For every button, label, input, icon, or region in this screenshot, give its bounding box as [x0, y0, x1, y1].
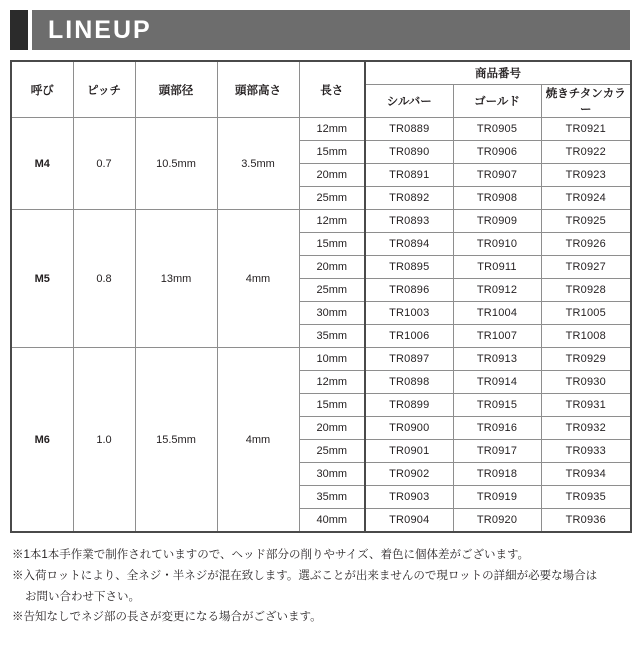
group-head-diameter-m6: 15.5mm	[135, 348, 217, 533]
table-row	[11, 348, 631, 371]
cell-code-burnt-titanium: TR0936	[541, 509, 631, 533]
cell-length: 10mm	[299, 348, 365, 371]
cell-code-gold: TR0912	[453, 279, 541, 302]
cell-code-gold: TR0911	[453, 256, 541, 279]
cell-code-burnt-titanium: TR0935	[541, 486, 631, 509]
cell-code-gold: TR0908	[453, 187, 541, 210]
cell-length: 20mm	[299, 417, 365, 440]
lineup-table-wrap	[10, 60, 630, 533]
cell-length: 25mm	[299, 440, 365, 463]
cell-code-silver: TR0897	[365, 348, 453, 371]
cell-code-gold: TR0917	[453, 440, 541, 463]
table-row	[11, 210, 631, 233]
cell-code-burnt-titanium: TR0934	[541, 463, 631, 486]
cell-code-gold: TR0906	[453, 141, 541, 164]
cell-code-gold: TR0920	[453, 509, 541, 533]
cell-length: 20mm	[299, 256, 365, 279]
cell-code-gold: TR1004	[453, 302, 541, 325]
cell-code-gold: TR0907	[453, 164, 541, 187]
cell-code-burnt-titanium: TR0933	[541, 440, 631, 463]
cell-code-gold: TR0905	[453, 118, 541, 141]
cell-length: 15mm	[299, 141, 365, 164]
cell-length: 12mm	[299, 210, 365, 233]
cell-code-burnt-titanium: TR0930	[541, 371, 631, 394]
cell-code-silver: TR0893	[365, 210, 453, 233]
col-header-name: 呼び	[11, 61, 73, 118]
cell-length: 15mm	[299, 233, 365, 256]
cell-code-silver: TR0902	[365, 463, 453, 486]
group-head-diameter-m5: 13mm	[135, 210, 217, 348]
col-header-pitch: ピッチ	[73, 61, 135, 118]
cell-length: 20mm	[299, 164, 365, 187]
cell-code-gold: TR0910	[453, 233, 541, 256]
cell-code-burnt-titanium: TR0927	[541, 256, 631, 279]
cell-code-silver: TR0891	[365, 164, 453, 187]
cell-length: 40mm	[299, 509, 365, 533]
col-header-burnt-titanium: 焼きチタンカラー	[541, 85, 631, 118]
page-title: LINEUP	[32, 10, 630, 50]
col-header-product-number: 商品番号	[365, 61, 631, 85]
cell-code-burnt-titanium: TR0926	[541, 233, 631, 256]
cell-length: 30mm	[299, 302, 365, 325]
col-header-gold: ゴールド	[453, 85, 541, 118]
cell-code-gold: TR0909	[453, 210, 541, 233]
cell-code-silver: TR1003	[365, 302, 453, 325]
cell-code-silver: TR0899	[365, 394, 453, 417]
col-header-length: 長さ	[299, 61, 365, 118]
col-header-silver: シルバー	[365, 85, 453, 118]
lineup-table-body	[11, 118, 631, 533]
cell-code-silver: TR0896	[365, 279, 453, 302]
footnote-3: ※告知なしでネジ部の長さが変更になる場合がございます。	[12, 611, 322, 624]
cell-code-burnt-titanium: TR0931	[541, 394, 631, 417]
group-pitch-m4: 0.7	[73, 118, 135, 210]
table-row	[11, 118, 631, 141]
cell-length: 30mm	[299, 463, 365, 486]
cell-code-burnt-titanium: TR0921	[541, 118, 631, 141]
cell-code-burnt-titanium: TR0928	[541, 279, 631, 302]
cell-code-silver: TR0890	[365, 141, 453, 164]
cell-length: 25mm	[299, 187, 365, 210]
footnote-2-continued: お問い合わせ下さい。	[25, 590, 140, 603]
group-name-m6: M6	[11, 348, 73, 533]
cell-length: 25mm	[299, 279, 365, 302]
cell-length: 35mm	[299, 325, 365, 348]
cell-length: 35mm	[299, 486, 365, 509]
group-pitch-m6: 1.0	[73, 348, 135, 533]
group-head-diameter-m4: 10.5mm	[135, 118, 217, 210]
cell-code-burnt-titanium: TR0923	[541, 164, 631, 187]
group-name-m5: M5	[11, 210, 73, 348]
footnote-1: ※1本1本手作業で制作されていますので、ヘッド部分の削りやサイズ、着色に個体差がございます。	[12, 549, 530, 561]
cell-code-gold: TR0916	[453, 417, 541, 440]
cell-code-burnt-titanium: TR0925	[541, 210, 631, 233]
cell-code-silver: TR0901	[365, 440, 453, 463]
cell-code-burnt-titanium: TR0929	[541, 348, 631, 371]
cell-code-burnt-titanium: TR1005	[541, 302, 631, 325]
footnotes	[12, 547, 628, 627]
cell-code-burnt-titanium: TR0922	[541, 141, 631, 164]
cell-code-burnt-titanium: TR1008	[541, 325, 631, 348]
cell-code-silver: TR0903	[365, 486, 453, 509]
footnote-2: ※入荷ロットにより、全ネジ・半ネジが混在致します。選ぶことが出来ませんので現ロットの詳細が必要な場合は	[12, 569, 598, 582]
cell-length: 15mm	[299, 394, 365, 417]
group-name-m4: M4	[11, 118, 73, 210]
cell-code-burnt-titanium: TR0924	[541, 187, 631, 210]
cell-code-gold: TR0919	[453, 486, 541, 509]
group-pitch-m5: 0.8	[73, 210, 135, 348]
cell-code-silver: TR0894	[365, 233, 453, 256]
table-header-row-top	[11, 61, 631, 85]
cell-code-silver: TR0889	[365, 118, 453, 141]
lineup-table	[10, 60, 632, 533]
cell-code-silver: TR0904	[365, 509, 453, 533]
cell-code-gold: TR0915	[453, 394, 541, 417]
cell-length: 12mm	[299, 371, 365, 394]
cell-code-silver: TR0898	[365, 371, 453, 394]
cell-code-silver: TR1006	[365, 325, 453, 348]
cell-code-silver: TR0892	[365, 187, 453, 210]
col-header-head-diameter: 頭部径	[135, 61, 217, 118]
cell-code-gold: TR0914	[453, 371, 541, 394]
cell-code-gold: TR1007	[453, 325, 541, 348]
lineup-page	[0, 10, 640, 650]
cell-code-gold: TR0918	[453, 463, 541, 486]
col-header-head-height: 頭部高さ	[217, 61, 299, 118]
cell-code-gold: TR0913	[453, 348, 541, 371]
cell-length: 12mm	[299, 118, 365, 141]
cell-code-silver: TR0895	[365, 256, 453, 279]
group-head-height-m5: 4mm	[217, 210, 299, 348]
cell-code-burnt-titanium: TR0932	[541, 417, 631, 440]
page-header-banner	[10, 10, 630, 50]
group-head-height-m6: 4mm	[217, 348, 299, 533]
cell-code-silver: TR0900	[365, 417, 453, 440]
banner-accent-bar	[10, 10, 28, 50]
group-head-height-m4: 3.5mm	[217, 118, 299, 210]
